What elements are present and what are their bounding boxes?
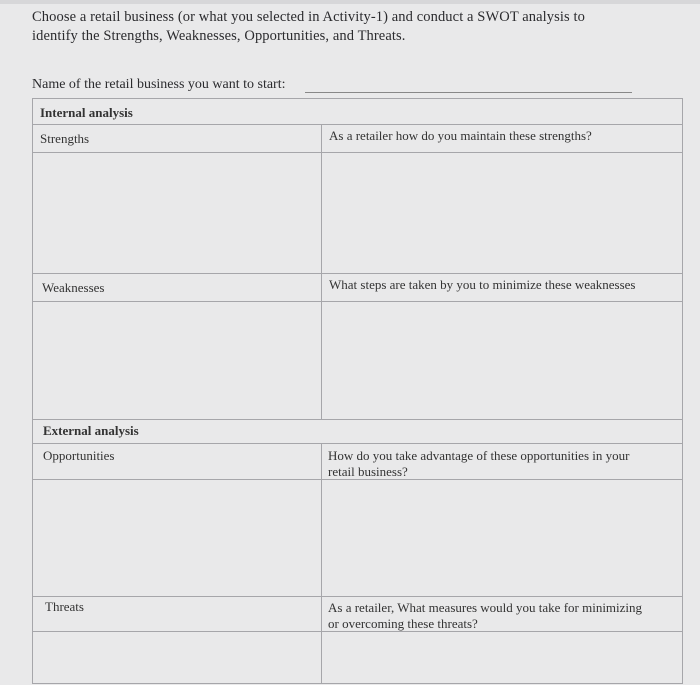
instructions-line-2: identify the Strengths, Weaknesses, Opportunities, and Threats. [32, 28, 406, 44]
opportunities-question-line-2: retail business? [328, 464, 408, 479]
strengths-label: Strengths [40, 131, 90, 146]
threats-label: Threats [45, 599, 84, 614]
weaknesses-answer-cell[interactable] [33, 302, 321, 419]
threats-question-line-2: or overcoming these threats? [328, 616, 478, 631]
strengths-question: As a retailer how do you maintain these strengths? [329, 128, 592, 143]
threats-question [328, 600, 680, 632]
opportunities-question [328, 448, 678, 480]
instructions-line-1: Choose a retail business (or what you selected in Activity-1) and conduct a SWOT analysis to [32, 9, 585, 25]
internal-analysis-heading: Internal analysis [40, 105, 133, 120]
threats-response-cell[interactable] [322, 632, 682, 683]
external-analysis-heading: External analysis [43, 423, 139, 438]
threats-answer-cell[interactable] [33, 632, 321, 683]
weaknesses-question: What steps are taken by you to minimize these weaknesses [329, 277, 636, 292]
opportunities-question-line-1: How do you take advantage of these opportunities in your [328, 448, 630, 463]
opportunities-answer-cell[interactable] [33, 480, 321, 596]
weaknesses-response-cell[interactable] [322, 302, 682, 419]
strengths-response-cell[interactable] [322, 153, 682, 273]
opportunities-response-cell[interactable] [322, 480, 682, 596]
strengths-answer-cell[interactable] [33, 153, 321, 273]
opportunities-label: Opportunities [43, 448, 115, 463]
threats-question-line-1: As a retailer, What measures would you take for minimizing [328, 600, 643, 615]
weaknesses-label: Weaknesses [42, 280, 105, 295]
business-name-label: Name of the retail business you want to start: [32, 77, 286, 92]
